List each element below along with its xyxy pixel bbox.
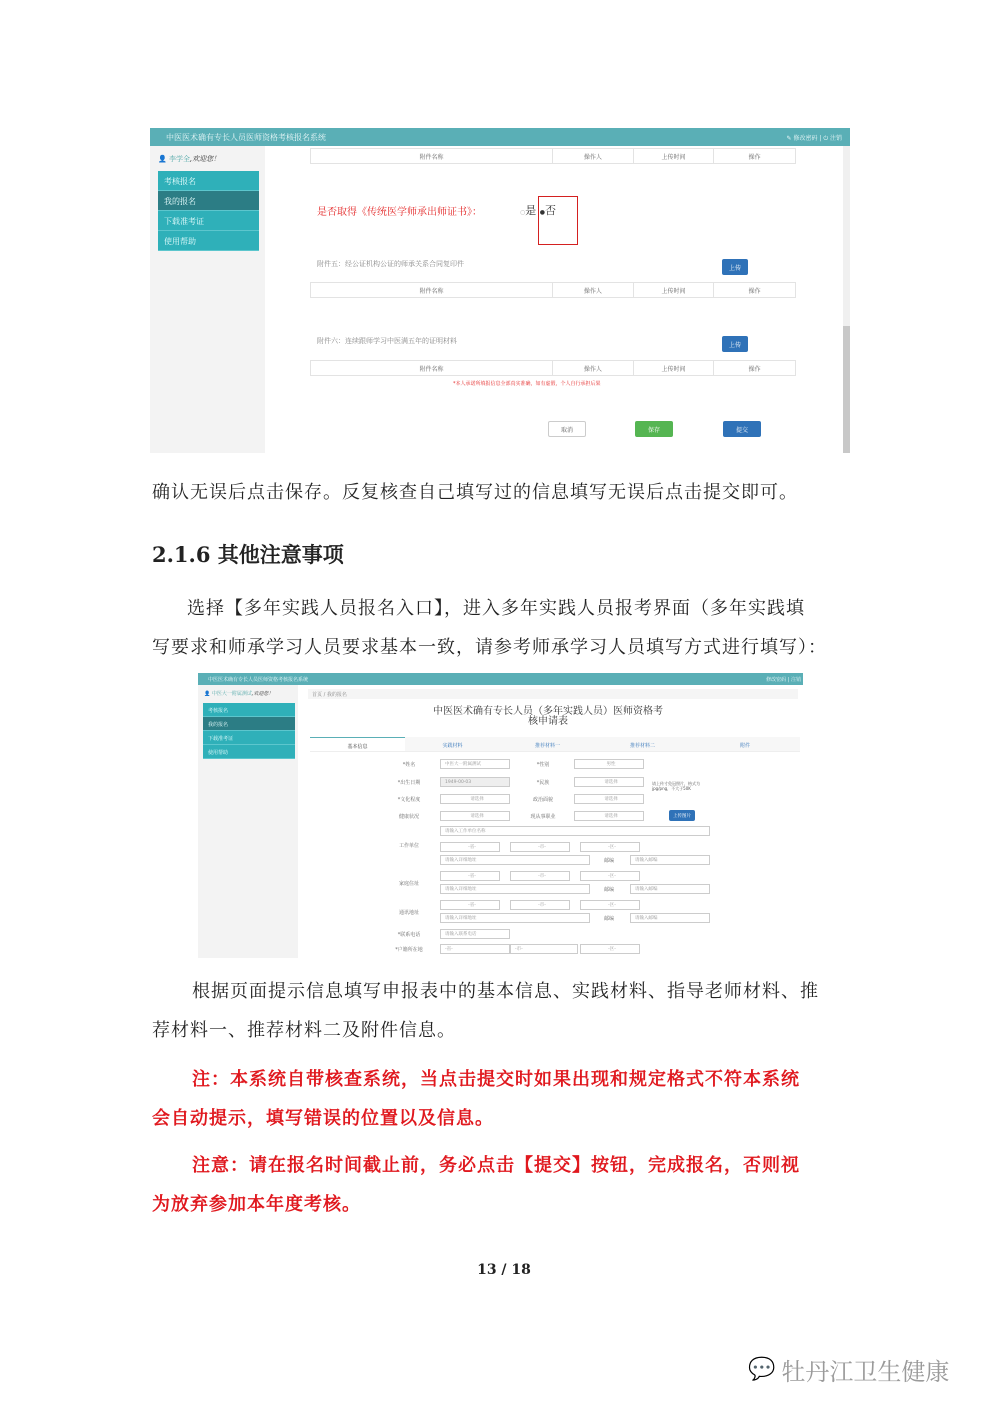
- attachment-table-top: [310, 148, 796, 164]
- change-password-link[interactable]: 修改密码: [766, 677, 787, 683]
- name-input[interactable]: 中医大一附属测试: [440, 759, 510, 769]
- registration-screenshot-2: [198, 673, 803, 958]
- welcome-text: ,欢迎您！: [251, 691, 274, 697]
- tab-recommendation-1[interactable]: 推荐材料一: [500, 737, 595, 751]
- nav-my-registration[interactable]: 我的报名: [203, 717, 295, 731]
- certificate-options[interactable]: ○是 ●否: [520, 204, 556, 217]
- education-label: *文化程度: [397, 796, 421, 803]
- health-select[interactable]: 请选择: [440, 811, 510, 821]
- nav-exam-registration[interactable]: 考核报名: [158, 171, 259, 191]
- form-title-l1: 中医医术确有专长人员（多年实践人员）医师资格考: [433, 706, 663, 717]
- nav-download-admission[interactable]: 下载准考证: [158, 211, 259, 231]
- nav-help[interactable]: 使用帮助: [158, 231, 259, 251]
- truthfulness-warning: *本人承诺所填报信息全部真实准确，如有虚假，个人自行承担后果: [453, 381, 601, 387]
- user-icon: 👤: [158, 155, 167, 163]
- header-links[interactable]: 修改密码 | 注销: [766, 677, 801, 683]
- col-name: 附件名称: [311, 283, 553, 297]
- nav-download-admission[interactable]: 下载准考证: [203, 731, 295, 745]
- cancel-button[interactable]: 取消: [548, 421, 586, 437]
- sidebar: 👤 中医大一附属测试,欢迎您！ 考核报名 我的报名 下载准考证 使用帮助: [198, 685, 298, 958]
- tab-recommendation-2[interactable]: 推荐材料二: [595, 737, 690, 751]
- option-no[interactable]: 否: [545, 204, 556, 217]
- mail-address-input[interactable]: 请输入详细地址: [440, 913, 590, 923]
- form-title-l2: 核申请表: [528, 716, 568, 727]
- user-name: 中医大一附属测试: [211, 691, 252, 697]
- upload-button-6[interactable]: 上传: [722, 336, 748, 352]
- watermark-text: 牡丹江卫生健康: [781, 1358, 950, 1386]
- registration-screenshot-1: [150, 128, 850, 453]
- photo-hint: 请上传寸免冠照片，格式为jpg/png，不大于50K: [652, 781, 700, 791]
- col-name: 附件名称: [311, 149, 553, 163]
- home-province-select[interactable]: -省-: [440, 871, 500, 881]
- hukou-label: *户籍所在地: [395, 946, 423, 953]
- tab-basic-info[interactable]: 基本信息: [310, 737, 405, 751]
- note-deadline-l1: 注意：请在报名时间截止前，务必点击【提交】按钮，完成报名，否则视: [192, 1155, 800, 1176]
- gender-select[interactable]: 男性: [574, 759, 644, 769]
- attachment-5-label: 附件五：经公证机构公证的师承关系合同复印件: [317, 260, 464, 268]
- birth-input[interactable]: 1949-00-03: [440, 777, 510, 787]
- work-address-input[interactable]: 请输入详细地址: [440, 855, 590, 865]
- work-zip-input[interactable]: 请输入邮编: [630, 855, 710, 865]
- col-upload-time: 上传时间: [634, 149, 715, 163]
- ethnic-label: *民族: [536, 779, 550, 786]
- change-password-link[interactable]: 修改密码: [793, 135, 818, 142]
- form-title: [308, 707, 788, 727]
- section-heading: 2.1.6 其他注意事项: [152, 542, 344, 567]
- education-select[interactable]: 请选择: [440, 794, 510, 804]
- app-header: [150, 128, 850, 146]
- note-validation-l1: 注：本系统自带核查系统，当点击提交时如果出现和规定格式不符本系统: [192, 1069, 800, 1090]
- upload-photo-button[interactable]: 上传图片: [669, 810, 695, 821]
- note-deadline-l2: 为放弃参加本年度考核。: [152, 1194, 361, 1215]
- hukou-city-select[interactable]: -市-: [510, 944, 578, 954]
- health-label: 健康状况: [398, 813, 419, 820]
- work-label: 工作单位: [398, 842, 419, 849]
- col-operator: 操作人: [553, 149, 634, 163]
- col-operator: 操作人: [553, 283, 634, 297]
- paragraph-select-l1: 选择【多年实践人员报名入口】，进入多年实践人员报考界面（多年实践填: [187, 598, 805, 619]
- welcome-text: ,欢迎您！: [189, 155, 221, 163]
- birth-label: *出生日期: [397, 779, 421, 786]
- save-button[interactable]: 保存: [635, 421, 673, 437]
- nav-my-registration[interactable]: 我的报名: [158, 191, 259, 211]
- col-action: 操作: [748, 365, 761, 373]
- mail-label: 通讯地址: [398, 909, 419, 916]
- ethnic-select[interactable]: 请选择: [574, 777, 644, 787]
- nav-help[interactable]: 使用帮助: [203, 745, 295, 759]
- sidebar: [150, 146, 265, 453]
- hukou-district-select[interactable]: -区-: [580, 944, 640, 954]
- page-number: 13 / 18: [477, 1262, 531, 1278]
- gender-label: *性别: [536, 761, 550, 768]
- mail-province-select[interactable]: -省-: [440, 900, 500, 910]
- scrollbar[interactable]: [843, 146, 850, 453]
- politics-select[interactable]: 请选择: [574, 794, 644, 804]
- work-city-select[interactable]: -市-: [510, 842, 570, 852]
- breadcrumb[interactable]: 首页 / 我的报名: [308, 689, 798, 699]
- hukou-province-select[interactable]: -省-: [440, 944, 510, 954]
- note-validation-l2: 会自动提示，填写错误的位置以及信息。: [152, 1108, 494, 1129]
- paragraph-fill-l1: 根据页面提示信息填写申报表中的基本信息、实践材料、指导老师材料、推: [192, 981, 819, 1002]
- option-yes[interactable]: 是: [525, 204, 537, 217]
- submit-button[interactable]: 提交: [723, 421, 761, 437]
- work-input[interactable]: 请输入工作单位名称: [440, 826, 710, 836]
- col-upload-time: 上传时间: [634, 283, 715, 297]
- attachment-table-5: [310, 282, 796, 298]
- header-links[interactable]: ✎ 修改密码 | ⏻ 注销: [786, 135, 842, 142]
- app-title: 中医医术确有专长人员医师资格考核报名系统: [166, 133, 326, 142]
- paragraph-select-l2: 写要求和师承学习人员要求基本一致，请参考师承学习人员填写方式进行填写）：: [152, 637, 827, 658]
- home-district-select[interactable]: -区-: [580, 871, 640, 881]
- wechat-icon: 💬: [748, 1357, 776, 1382]
- paragraph-fill-l2: 荐材料一、推荐材料二及附件信息。: [152, 1020, 456, 1041]
- job-select[interactable]: 请选择: [574, 811, 644, 821]
- name-label: *姓名: [402, 761, 416, 768]
- tab-practice-materials[interactable]: 实践材料: [405, 737, 500, 751]
- app-title: 中医医术确有专长人员医师资格考核报名系统: [208, 677, 309, 683]
- phone-input[interactable]: 请输入联系电话: [440, 929, 510, 939]
- mail-zip-label: 邮编: [603, 915, 614, 922]
- home-zip-label: 邮编: [603, 886, 614, 893]
- highlight-box: [538, 196, 578, 245]
- attachment-6-label: 附件六：连续跟师学习中医满五年的证明材料: [317, 337, 457, 345]
- col-action: 操作: [748, 287, 761, 295]
- home-zip-input[interactable]: 请输入邮编: [630, 884, 710, 894]
- col-action: 操作: [748, 153, 761, 161]
- mail-district-select[interactable]: -区-: [580, 900, 640, 910]
- home-city-select[interactable]: -市-: [510, 871, 570, 881]
- job-label: 现从事职业: [530, 813, 556, 820]
- nav-exam-registration[interactable]: 考核报名: [203, 703, 295, 717]
- mail-zip-input[interactable]: 请输入邮编: [630, 913, 710, 923]
- attachment-table-6: [310, 360, 796, 376]
- tab-attachments[interactable]: 附件: [690, 737, 800, 751]
- app-header: [198, 673, 803, 685]
- politics-label: 政治面貌: [532, 796, 553, 803]
- work-zip-label: 邮编: [603, 857, 614, 864]
- home-label: 家庭住址: [398, 880, 419, 887]
- home-address-input[interactable]: 请输入详细地址: [440, 884, 590, 894]
- logout-link[interactable]: 注销: [829, 135, 842, 142]
- work-province-select[interactable]: -省-: [440, 842, 500, 852]
- col-name: 附件名称: [311, 361, 553, 375]
- col-upload-time: 上传时间: [634, 361, 715, 375]
- logout-link[interactable]: 注销: [790, 677, 801, 683]
- user-name: 李学全: [168, 155, 190, 163]
- form-tabs: [310, 737, 800, 752]
- watermark: [748, 1352, 949, 1387]
- paragraph-confirm: 确认无误后点击保存。反复核查自己填写过的信息填写无误后点击提交即可。: [152, 482, 798, 503]
- phone-label: *联系电话: [397, 931, 421, 938]
- col-operator: 操作人: [553, 361, 634, 375]
- mail-city-select[interactable]: -市-: [510, 900, 570, 910]
- work-district-select[interactable]: -区-: [580, 842, 640, 852]
- upload-button-5[interactable]: 上传: [722, 259, 748, 275]
- certificate-question: 是否取得《传统医学师承出师证书》：: [317, 207, 482, 218]
